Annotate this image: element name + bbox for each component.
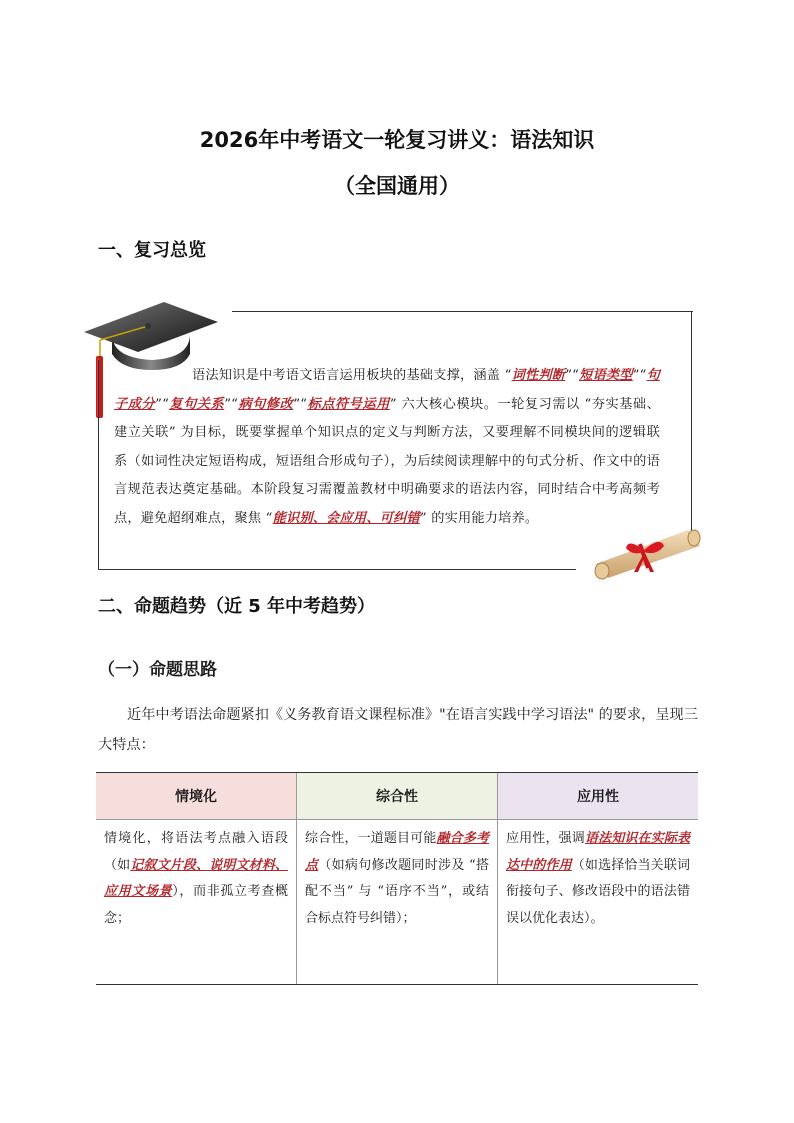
table-header: 综合性: [297, 773, 498, 820]
overview-box-right: [691, 311, 692, 541]
overview-box-top: [232, 311, 693, 312]
features-table: [96, 772, 698, 985]
diploma-scroll-icon: [588, 520, 706, 582]
intro-paragraph: 近年中考语法命题紧扣《义务教育语文课程标准》"在语言实践中学习语法" 的要求，呈现三大特点：: [98, 707, 698, 753]
table-cell: 综合性，一道题目可能融合多考点（如病句修改题同时涉及 “搭配不当” 与 “语序不当”，或结合标点符号纠错）；: [297, 820, 498, 985]
document-title: 2026年中考语文一轮复习讲义：语法知识: [199, 128, 595, 152]
table-cell: 情境化，将语法考点融入语段（如记叙文片段、说明文材料、应用文场景），而非孤立考查概念；: [96, 820, 297, 985]
table-header: 应用性: [498, 773, 699, 820]
highlight-term: 病句修改: [238, 396, 294, 412]
overview-box-bottom: [98, 569, 576, 570]
highlight-term: 融合多考点: [305, 831, 489, 873]
highlight-term: 记叙文片段、说明文材料、应用文场景: [104, 857, 288, 899]
document-subtitle: （全国通用）: [334, 174, 460, 198]
table-header: 情境化: [96, 773, 297, 820]
highlight-term: 句子成分: [114, 368, 660, 412]
highlight-term: 短语类型: [579, 368, 633, 383]
subsection-heading: （一）命题思路: [98, 660, 217, 680]
overview-paragraph: 语法知识是中考语文语言运用板块的基础支撑，涵盖 “词性判断”“短语类型”“句子成分”“复句关系”“病句修改”“标点符号运用” 六大核心模块。一轮复习需以 “夯实基础、建立关联” 为目标，既要掌握单个知识点的定义与判断方法，又要理解不同模块间的逻辑联系（如词性决定短语构成，短语组合形成句子），为后续阅读理解中的句式分析、作文中的语言规范表达奠定基础。本阶段复习需覆盖教材中明确要求的语法内容，同时结合中考高频考点，避免超纲难点，聚焦 “能识别、会应用、可纠错” 的实用能力培养。: [114, 368, 660, 526]
highlight-term: 复句关系: [169, 396, 225, 412]
highlight-term: 标点符号运用: [307, 396, 390, 412]
highlight-term: 能识别、会应用、可纠错: [272, 510, 420, 526]
highlight-term: 语法知识在实际表达中的作用: [506, 831, 690, 873]
highlight-term: 词性判断: [511, 368, 566, 383]
overview-box-left: [98, 360, 99, 570]
table-cell: 应用性，强调语法知识在实际表达中的作用（如选择恰当关联词衔接句子、修改语段中的语法错误以优化表达）。: [498, 820, 699, 985]
section1-heading: 一、复习总览: [98, 240, 206, 261]
section2-heading: 二、命题趋势（近 5 年中考趋势）: [98, 596, 376, 617]
